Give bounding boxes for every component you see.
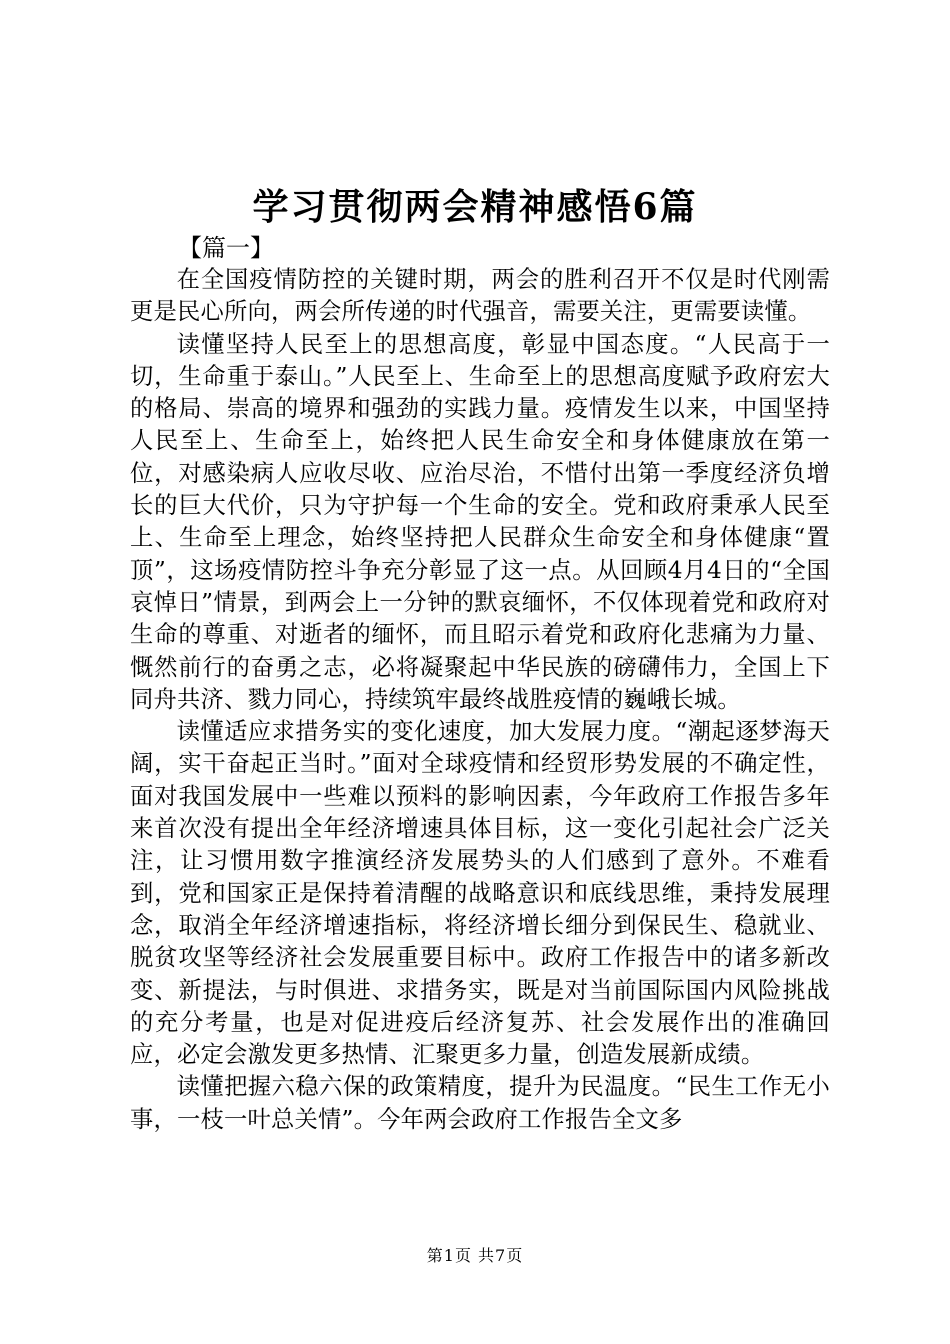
section-label: 【篇一】 (178, 234, 274, 262)
page-title: 学习贯彻两会精神感悟6篇 (252, 186, 698, 228)
paragraph-development: 读懂适应求措务实的变化速度，加大发展力度。“潮起逐梦海天阔，实干奋起正当时。”面对全球疫情和经贸形势发展的不确定性，面对我国发展中一些难以预料的影响因素，今年政府工作报告多年来首次没有提出全年经济增速具体目标，这一变化引起社会广泛关注，让习惯用数字推演经济发展势头的人们感到了意外。不难看到，党和国家正是保持着清醒的战略意识和底线思维，秉持发展理念，取消全年经济增速指标，将经济增长细分到保民生、稳就业、脱贫攻坚等经济社会发展重要目标中。政府工作报告中的诸多新改变、新提法，与时俱进、求措务实，既是对当前国际国内风险挑战的充分考量，也是对促进疫后经济复苏、社会发展作出的准确回应，必定会激发更多热情、汇聚更多力量，创造发展新成绩。 (130, 718, 830, 1069)
document-body (130, 233, 830, 1136)
paragraph-livelihood: 读懂把握六稳六保的政策精度，提升为民温度。“民生工作无小事，一枝一叶总关情”。今年两会政府工作报告全文多 (130, 1073, 830, 1133)
page-footer: 第1页 共7页 (426, 1246, 524, 1265)
paragraph-intro: 在全国疫情防控的关键时期，两会的胜利召开不仅是时代刚需更是民心所向，两会所传递的时代强音，需要关注，更需要读懂。 (130, 266, 830, 326)
paragraph-people-first: 读懂坚持人民至上的思想高度，彰显中国态度。“人民高于一切，生命重于泰山。”人民至上、生命至上的思想高度赋予政府宏大的格局、崇高的境界和强劲的实践力量。疫情发生以来，中国坚持人民至上、生命至上，始终把人民生命安全和身体健康放在第一位，对感染病人应收尽收、应治尽治，不惜付出第一季度经济负增长的巨大代价，只为守护每一个生命的安全。党和政府秉承人民至上、生命至上理念，始终坚持把人民群众生命安全和身体健康“置顶”，这场疫情防控斗争充分彰显了这一点。从回顾4月4日的“全国哀悼日”情景，到两会上一分钟的默哀缅怀，不仅体现着党和政府对生命的尊重、对逝者的缅怀，而且昭示着党和政府化悲痛为力量、慨然前行的奋勇之志，必将凝聚起中华民族的磅礴伟力，全国上下同舟共济、戮力同心，持续筑牢最终战胜疫情的巍峨长城。 (130, 330, 830, 713)
